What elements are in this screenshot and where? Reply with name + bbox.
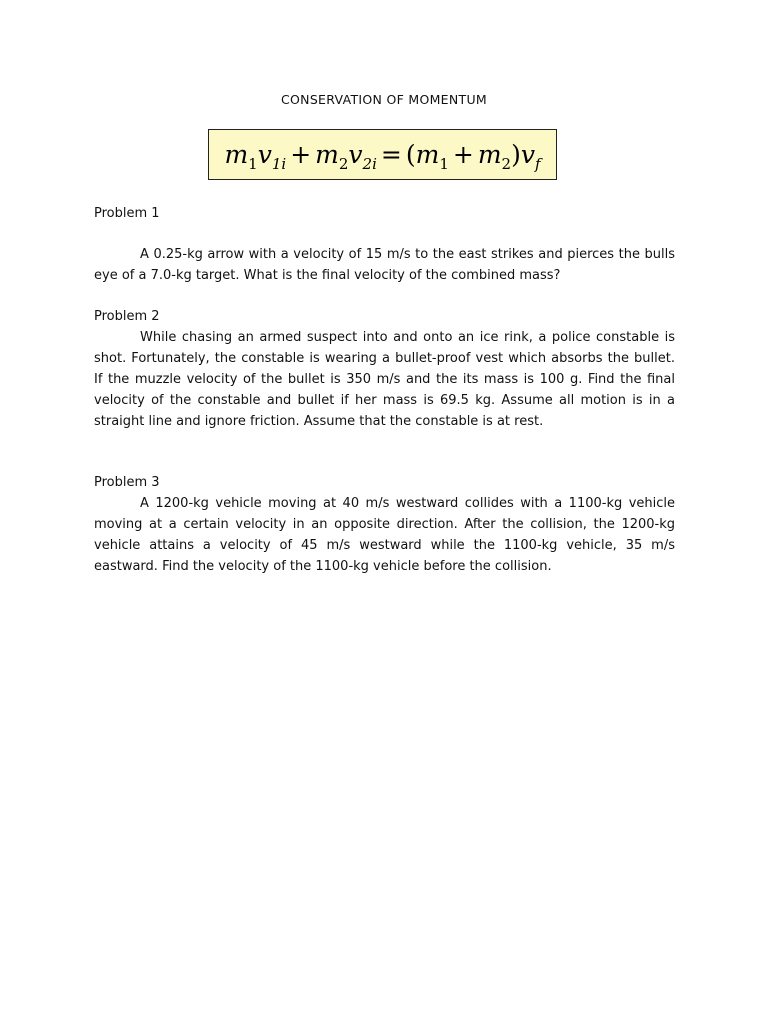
formula-v2-sub: 2i: [362, 155, 377, 173]
formula-vf: v: [520, 140, 535, 169]
problem-3-heading: Problem 3: [94, 475, 160, 490]
formula-rhs-m1: m: [415, 140, 440, 169]
problem-3-text: A 1200-kg vehicle moving at 40 m/s westward collides with a 1100-kg vehicle moving at a certain velocity in an opposite direction. After the collision, the 1200-kg vehicle attains a velocity of 45 m/s westward while the 1100-kg vehicle, 35 m/s eastward. Find the velocity of the 1100-kg vehicle before the collision.: [94, 496, 675, 574]
formula-open-paren: (: [405, 140, 416, 169]
formula-m1: m: [224, 140, 249, 169]
formula-close-paren: ): [511, 140, 521, 169]
formula-plus-2: +: [452, 140, 474, 169]
problem-2-heading: Problem 2: [94, 309, 160, 324]
problem-2-text: While chasing an armed suspect into and onto an ice rink, a police constable is shot. Fortunately, the constable is wearing a bullet-proof vest which absorbs the bullet. If the muzzle velocity of the bullet is 350 m/s and the its mass is 100 g. Find the final velocity of the constable and bullet if her mass is 69.5 kg. Assume all motion is in a straight line and ignore friction. Assume that the constable is at rest.: [94, 330, 675, 429]
formula-v2: v: [348, 140, 363, 169]
formula-equals: =: [380, 140, 402, 169]
momentum-formula-box: [208, 129, 557, 180]
problem-1-text: A 0.25-kg arrow with a velocity of 15 m/s to the east strikes and pierces the bulls eye of a 7.0-kg target. What is the final velocity of the combined mass?: [94, 247, 675, 283]
formula-v1-sub: 1i: [271, 155, 287, 173]
formula-rhs-m1-sub: 1: [439, 155, 449, 173]
document-title: CONSERVATION OF MOMENTUM: [281, 92, 487, 107]
formula-plus-1: +: [290, 140, 312, 169]
formula-rhs-m2-sub: 2: [501, 155, 512, 173]
formula-m2: m: [315, 140, 339, 169]
formula-rhs-m2: m: [477, 140, 502, 169]
formula-m1-sub: 1: [248, 155, 258, 173]
momentum-formula: [224, 140, 541, 173]
formula-vf-sub: f: [534, 155, 541, 173]
problem-1-heading: Problem 1: [94, 206, 160, 221]
formula-m2-sub: 2: [338, 155, 349, 173]
formula-v1: v: [257, 140, 272, 169]
